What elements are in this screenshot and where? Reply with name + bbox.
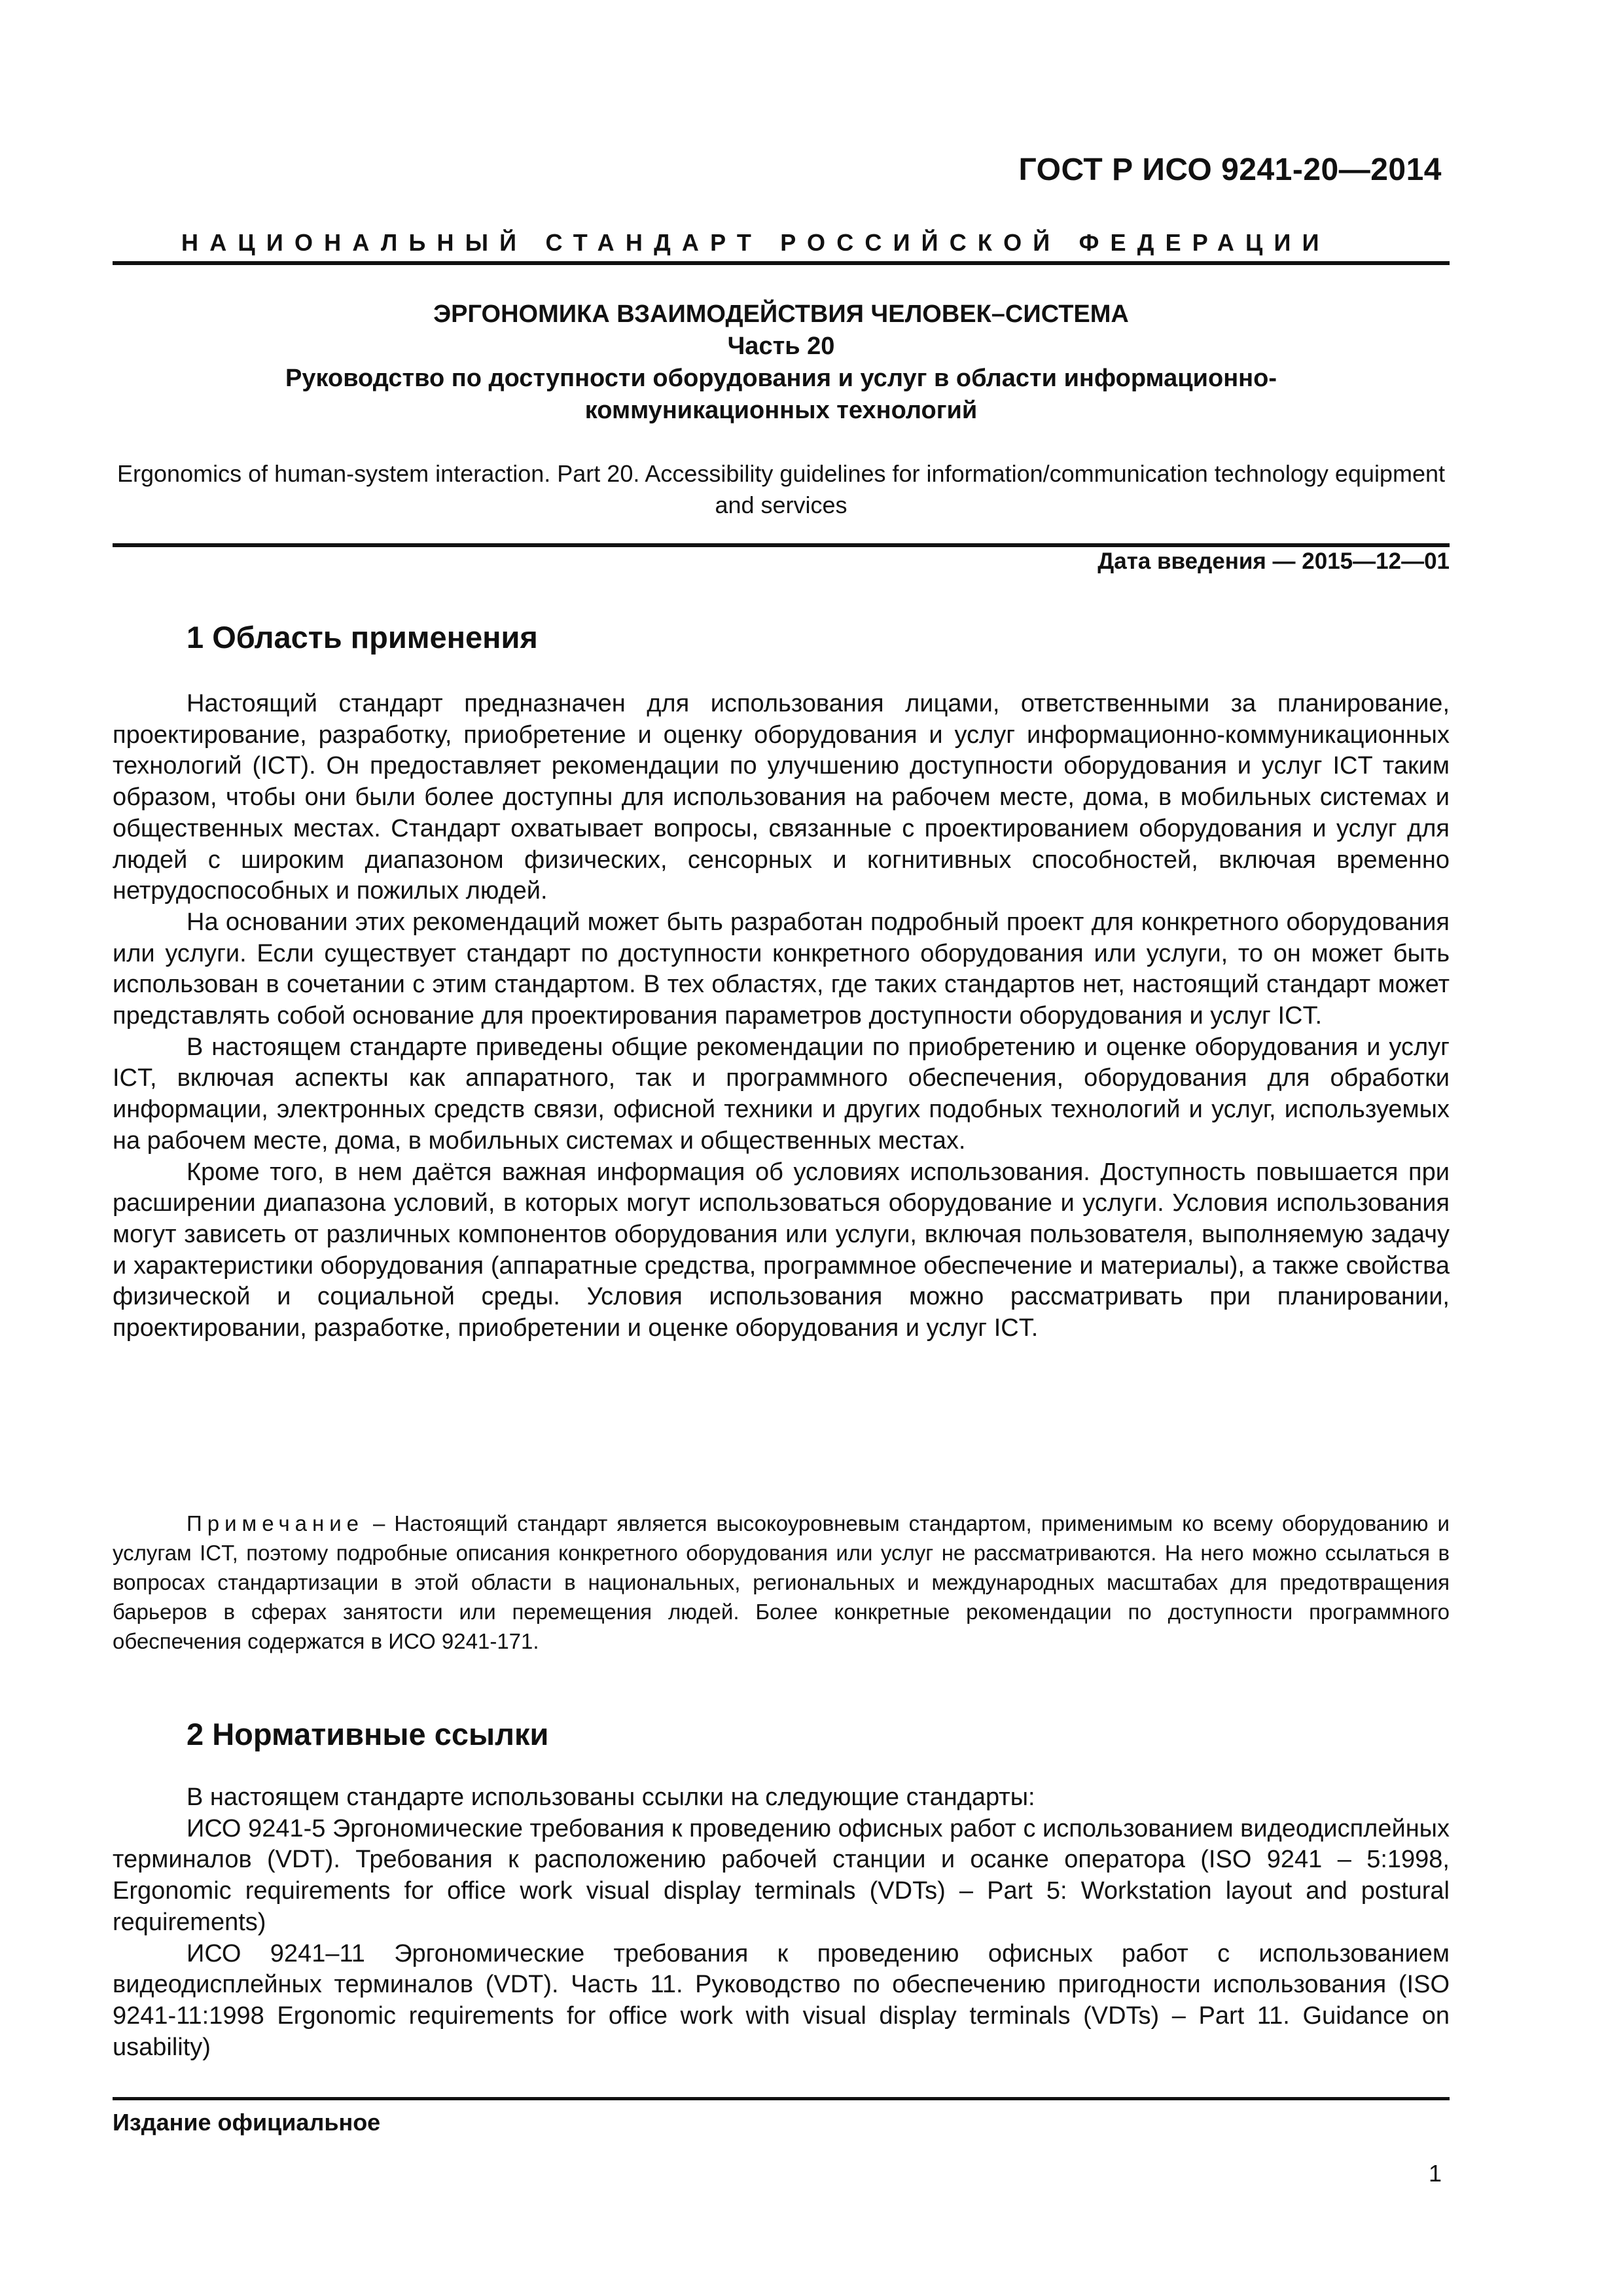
section-2-body xyxy=(113,1782,1450,2063)
note-text: – Настоящий стандарт является высокоуровневым стандартом, применимым ко всему оборудованию и услугам ICT, поэтому подробные описания конкретного оборудования или услуг не рассматриваются. На него можно ссылаться в вопросах стандартизации в этой области в национальных, региональных и международных масштабах для предотвращения барьеров в сферах занятости или перемещения людей. Более конкретные рекомендации по доступности программного обеспечения содержатся в ИСО 9241-171. xyxy=(113,1511,1450,1653)
section-1-body xyxy=(113,689,1450,1344)
paragraph: ИСО 9241-5 Эргономические требования к проведению офисных работ с использованием видеодисплейных терминалов (VDT). Требования к расположению рабочей станции и осанке оператора (ISO 9241 – 5:1998, Ergonomic requirements for office work visual display terminals (VDTs) – Part 5: Workstation layout and postural requirements) xyxy=(113,1814,1450,1936)
section-2-heading: 2 Нормативные ссылки xyxy=(187,1717,549,1751)
title-line-2: Часть 20 xyxy=(727,332,835,360)
note xyxy=(113,1509,1450,1656)
paragraph: Кроме того, в нем даётся важная информация об условиях использования. Доступность повышается при расширении диапазона условий, в которых могут использоваться оборудование и услуги. Условия использования могут зависеть от различных компонентов оборудования или услуги, включая пользователя, выполняемую задачу и характеристики оборудования (аппаратные средства, программное обеспечение и материалы), а также свойства физической и социальной среды. Условия использования можно рассматривать при планировании, проектировании, разработке, приобретении и оценке оборудования и услуг ICT. xyxy=(113,1158,1450,1342)
title-divider xyxy=(113,543,1450,547)
paragraph: В настоящем стандарте использованы ссылки на следующие стандарты: xyxy=(187,1784,1035,1811)
page-number: 1 xyxy=(1428,2160,1442,2187)
section-1-heading: 1 Область применения xyxy=(187,620,538,655)
title-line-4: коммуникационных технологий xyxy=(584,397,978,424)
english-title: Ergonomics of human-system interaction. Part 20. Accessibility guidelines for information/communication technology equipment and services xyxy=(117,460,1445,518)
standard-code: ГОСТ Р ИСО 9241-20—2014 xyxy=(1018,152,1442,187)
paragraph: ИСО 9241–11 Эргономические требования к проведению офисных работ с использованием видеодисплейных терминалов (VDT). Часть 11. Руководство по обеспечению пригодности использования (ISO 9241-11:1998 Ergonomic requirements for office work with visual display terminals (VDTs) – Part 11. Guidance on usability) xyxy=(113,1939,1450,2061)
footer-divider xyxy=(113,2097,1450,2100)
top-divider xyxy=(113,261,1450,265)
title-line-3: Руководство по доступности оборудования и услуг в области информационно- xyxy=(285,365,1277,392)
paragraph: В настоящем стандарте приведены общие рекомендации по приобретению и оценке оборудования и услуг ICT, включая аспекты как аппаратного, так и программного обеспечения, оборудования для обработки информации, электронных средств связи, офисной техники и других подобных технологий и услуг, используемых на рабочем месте, дома, в мобильных системах и общественных местах. xyxy=(113,1033,1450,1155)
document-title xyxy=(113,298,1450,427)
introduction-date: Дата введения — 2015—12—01 xyxy=(1097,548,1450,574)
title-line-1: ЭРГОНОМИКА ВЗАИМОДЕЙСТВИЯ ЧЕЛОВЕК–СИСТЕМА xyxy=(433,300,1129,328)
paragraph: На основании этих рекомендаций может быть разработан подробный проект для конкретного оборудования или услуги. Если существует стандарт по доступности конкретного оборудования или услуги, то он может быть использован в сочетании с этим стандартом. В тех областях, где таких стандартов нет, настоящий стандарт может представлять собой основание для проектирования параметров доступности оборудования и услуг ICT. xyxy=(113,908,1450,1030)
paragraph: Настоящий стандарт предназначен для использования лицами, ответственными за планирование, проектирование, разработку, приобретение и оценку оборудования и услуг информационно-коммуникационных технологий (ICT). Он предоставляет рекомендации по улучшению доступности оборудования и услуг ICT таким образом, чтобы они были более доступны для использования на рабочем месте, дома, в мобильных системах и общественных местах. Стандарт охватывает вопросы, связанные с проектированием оборудования и услуг для людей с широким диапазоном физических, сенсорных и когнитивных способностей, включая временно нетрудоспособных и пожилых людей. xyxy=(113,690,1450,905)
note-label: Примечание xyxy=(187,1511,365,1535)
edition-label: Издание официальное xyxy=(113,2109,381,2136)
national-standard-label: НАЦИОНАЛЬНЫЙ СТАНДАРТ РОССИЙСКОЙ ФЕДЕРАЦИИ xyxy=(181,229,1330,256)
